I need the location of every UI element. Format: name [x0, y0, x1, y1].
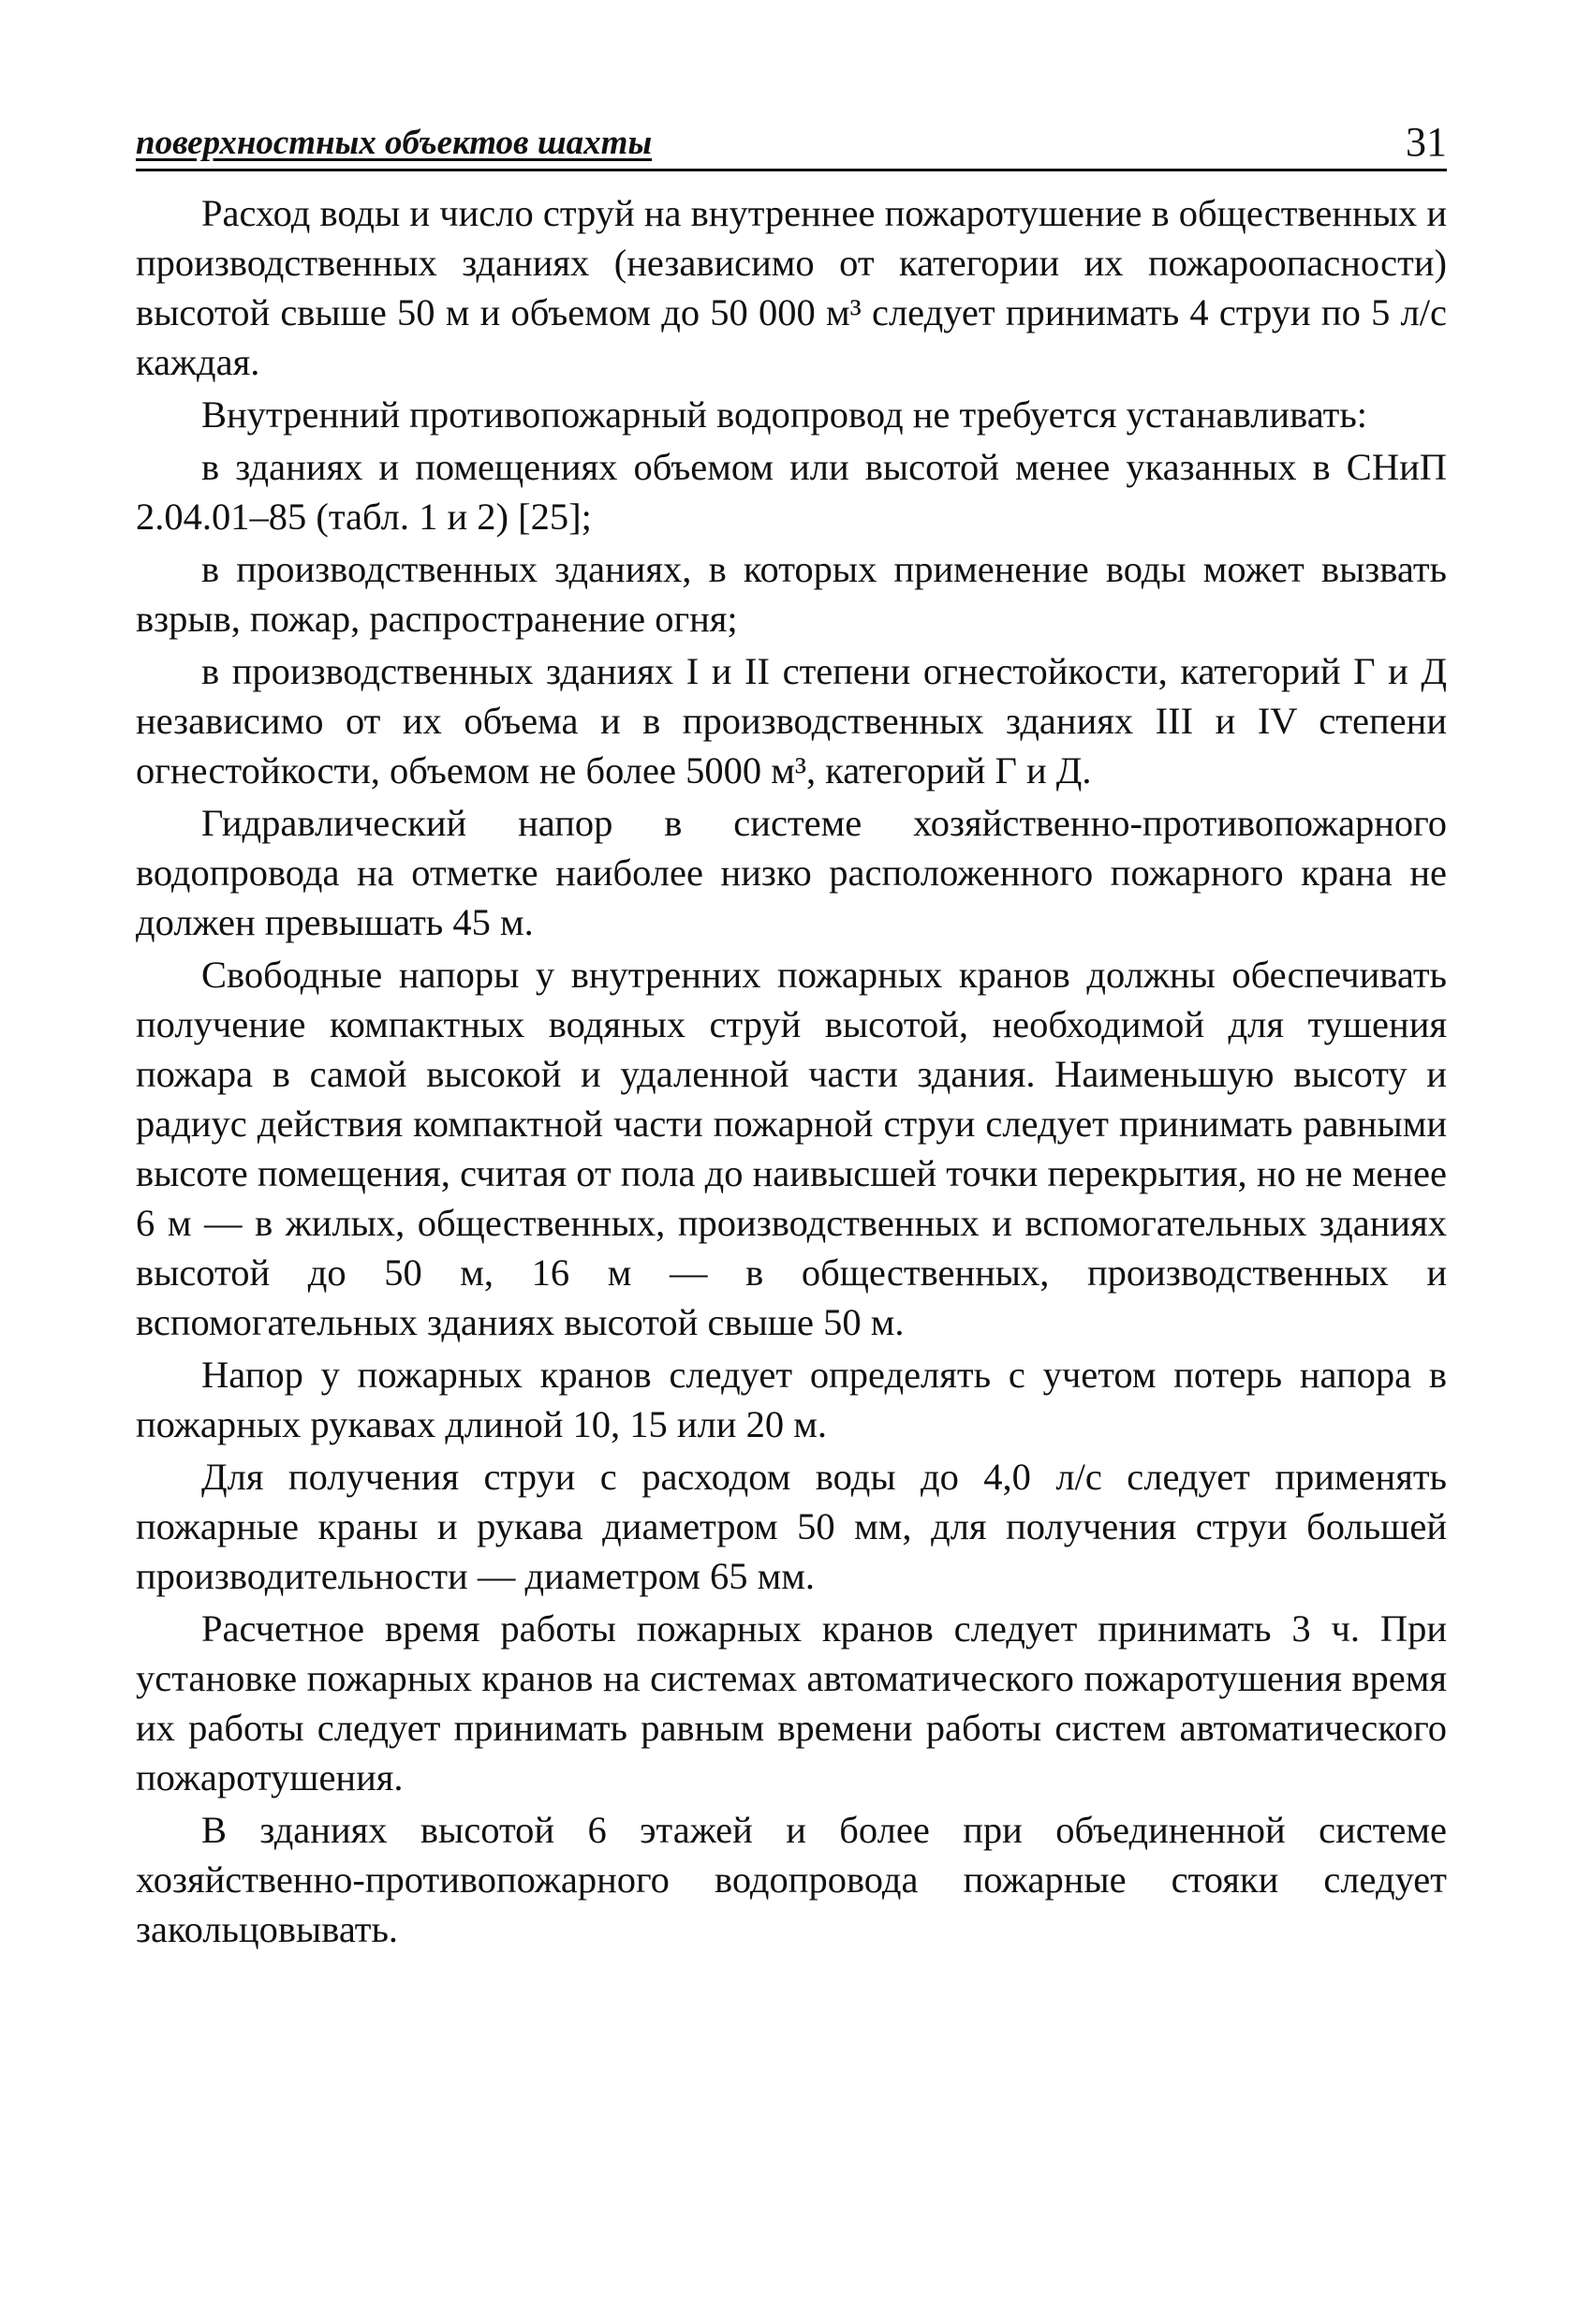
- paragraph-diameter: Для получения струи с расходом воды до 4,0 л/с следует применять пожарные краны и рукава диаметром 50 мм, для получения струи большей производительности — диаметром 65 мм.: [136, 1456, 1447, 1597]
- paragraph-hydraulic-head: Гидравлический напор в системе хозяйственно-противопожарного водопровода на отметке наиболее низко расположенного пожарного крана не должен превышать 45 м.: [136, 802, 1447, 943]
- paragraph-item-explosion: в производственных зданиях, в которых применение воды может вызвать взрыв, пожар, распространение огня;: [136, 548, 1447, 640]
- paragraph-not-required: Внутренний противопожарный водопровод не требуется устанавливать:: [201, 393, 1368, 436]
- book-page: [136, 119, 1447, 1957]
- running-title: поверхностных объектов шахты: [136, 124, 653, 162]
- paragraph-operating-time: Расчетное время работы пожарных кранов следует принимать 3 ч. При установке пожарных кранов на системах автоматического пожаротушения время их работы следует принимать равным времени работы систем автоматического пожаротушения.: [136, 1607, 1447, 1799]
- paragraph-item-fire-resistance: в производственных зданиях I и II степени огнестойкости, категорий Г и Д независимо от их объема и в производственных зданиях III и IV степени огнестойкости, объемом не более 5000 м³, категорий Г и Д.: [136, 650, 1447, 792]
- page-number: 31: [1406, 119, 1447, 165]
- paragraph-item-volume: в зданиях и помещениях объемом или высотой менее указанных в СНиП 2.04.01–85 (табл. 1 и 2) [25];: [136, 446, 1447, 538]
- paragraph-risers: В зданиях высотой 6 этажей и более при объединенной системе хозяйственно-противопожарного водопровода пожарные стояки следует закольцовывать.: [136, 1809, 1447, 1950]
- paragraph-water-flow: Расход воды и число струй на внутреннее пожаротушение в общественных и производственных зданиях (независимо от категории их пожароопасности) высотой свыше 50 м и объемом до 50 000 м³ следует принимать 4 струи по 5 л/с каждая.: [136, 192, 1447, 383]
- paragraph-hose-loss: Напор у пожарных кранов следует определять с учетом потерь напора в пожарных рукавах длиной 10, 15 или 20 м.: [136, 1354, 1447, 1445]
- running-header: [136, 119, 1447, 171]
- body-text: [136, 188, 1447, 1954]
- paragraph-free-head: Свободные напоры у внутренних пожарных кранов должны обеспечивать получение компактных водяных струй высотой, необходимой для тушения пожара в самой высокой и удаленной части здания. Наименьшую высоту и радиус действия компактной части пожарной струи следует принимать равными высоте помещения, считая от пола до наивысшей точки перекрытия, но не менее 6 м — в жилых, общественных, производственных и вспомогательных зданиях высотой до 50 м, 16 м — в общественных, производственных и вспомогательных зданиях высотой свыше 50 м.: [136, 954, 1447, 1343]
